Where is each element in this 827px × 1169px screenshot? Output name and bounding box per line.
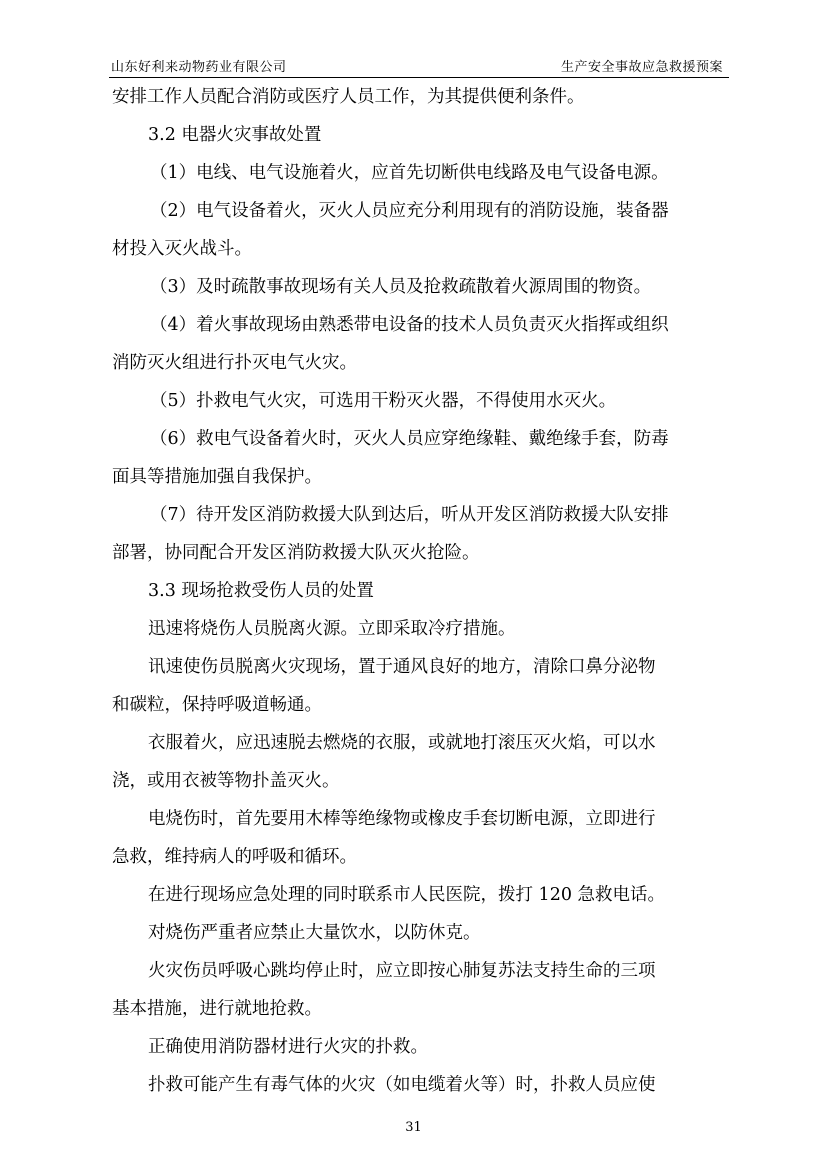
paragraph-line: 迅速将烧伤人员脱离火源。立即采取冷疗措施。 xyxy=(148,619,516,639)
paragraph-line: 基本措施，进行就地抢救。 xyxy=(112,999,322,1019)
paragraph-line: 衣服着火，应迅速脱去燃烧的衣服，或就地打滚压灭火焰，可以水 xyxy=(148,733,656,753)
section-heading: 3.3 现场抢救受伤人员的处置 xyxy=(148,581,374,601)
company-name: 山东好利来动物药业有限公司 xyxy=(111,60,287,75)
paragraph-line: （4）着火事故现场由熟悉带电设备的技术人员负责灭火指挥或组织 xyxy=(150,315,669,335)
paragraph-line: 浇，或用衣被等物扑盖灭火。 xyxy=(112,771,340,791)
paragraph-line: 消防灭火组进行扑灭电气火灾。 xyxy=(112,353,357,373)
paragraph-line: （6）救电气设备着火时，灭火人员应穿绝缘鞋、戴绝缘手套，防毒 xyxy=(150,429,669,449)
paragraph-line: （5）扑救电气火灾，可选用干粉灭火器，不得使用水灭火。 xyxy=(150,391,617,411)
paragraph-line: 部署，协同配合开发区消防救援大队灭火抢险。 xyxy=(112,543,480,563)
paragraph-line: （7）待开发区消防救援大队到达后，听从开发区消防救援大队安排 xyxy=(150,505,669,525)
paragraph-line: （1）电线、电气设施着火，应首先切断供电线路及电气设备电源。 xyxy=(150,163,669,183)
paragraph-line: 面具等措施加强自我保护。 xyxy=(112,467,322,487)
document-title: 生产安全事故应急救援预案 xyxy=(560,60,723,75)
paragraph-line: 扑救可能产生有毒气体的火灾（如电缆着火等）时，扑救人员应使 xyxy=(148,1075,656,1095)
page-number: 31 xyxy=(405,1120,422,1135)
section-heading: 3.2 电器火灾事故处置 xyxy=(148,125,322,145)
paragraph-line: 正确使用消防器材进行火灾的扑救。 xyxy=(148,1037,428,1057)
paragraph-line: 急救，维持病人的呼吸和循环。 xyxy=(112,847,357,867)
paragraph-line: （3）及时疏散事故现场有关人员及抢救疏散着火源周围的物资。 xyxy=(150,277,652,297)
paragraph-line: 材投入灭火战斗。 xyxy=(112,239,252,259)
paragraph-line: 在进行现场应急处理的同时联系市人民医院，拨打 120 急救电话。 xyxy=(148,885,666,905)
paragraph-line: 火灾伤员呼吸心跳均停止时，应立即按心肺复苏法支持生命的三项 xyxy=(148,961,656,981)
paragraph-line: 和碳粒，保持呼吸道畅通。 xyxy=(112,695,322,715)
paragraph-line: 安排工作人员配合消防或医疗人员工作，为其提供便利条件。 xyxy=(112,87,585,107)
paragraph-line: 讯速使伤员脱离火灾现场，置于通风良好的地方，清除口鼻分泌物 xyxy=(148,657,656,677)
paragraph-line: （2）电气设备着火，灭火人员应充分利用现有的消防设施，装备器 xyxy=(150,201,669,221)
page-header xyxy=(109,55,729,78)
paragraph-line: 对烧伤严重者应禁止大量饮水，以防休克。 xyxy=(148,923,481,943)
paragraph-line: 电烧伤时，首先要用木棒等绝缘物或橡皮手套切断电源，立即进行 xyxy=(148,809,656,829)
